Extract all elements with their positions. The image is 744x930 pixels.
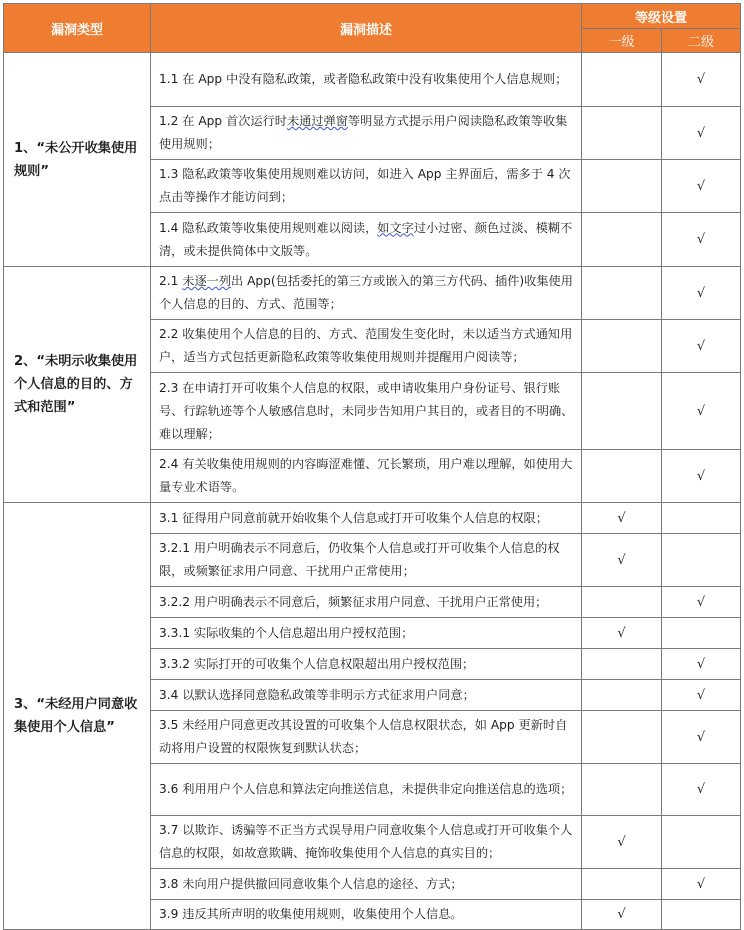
level-2-mark <box>662 900 741 930</box>
table-row <box>4 503 741 534</box>
level-2-mark: √ <box>662 373 741 450</box>
header-level-settings: 等级设置 <box>582 4 741 29</box>
description-cell: 3.2.1 用户明确表示不同意后，仍收集个人信息或打开可收集个人信息的权限，或频繁征求用户同意、干扰用户正常使用； <box>151 534 582 587</box>
level-1-mark <box>582 107 662 160</box>
level-2-mark <box>662 816 741 869</box>
description-cell: 2.1 未逐一列出 App(包括委托的第三方或嵌入的第三方代码、插件)收集使用个人信息的目的、方式、范围等； <box>151 267 582 320</box>
description-cell: 1.3 隐私政策等收集使用规则难以访问，如进入 App 主界面后，需多于 4 次点击等操作才能访问到； <box>151 160 582 213</box>
header-vuln-desc: 漏洞描述 <box>151 4 582 53</box>
level-1-mark <box>582 711 662 764</box>
level-1-mark <box>582 680 662 711</box>
category-cell: 3、“未经用户同意收集使用个人信息” <box>4 503 151 930</box>
level-1-mark <box>582 213 662 267</box>
level-1-mark <box>582 373 662 450</box>
description-cell: 3.8 未向用户提供撤回同意收集个人信息的途径、方式； <box>151 869 582 900</box>
level-2-mark: √ <box>662 869 741 900</box>
level-2-mark: √ <box>662 450 741 503</box>
description-cell: 1.4 隐私政策等收集使用规则难以阅读，如文字过小过密、颜色过淡、模糊不清，或未提供简体中文版等。 <box>151 213 582 267</box>
level-2-mark: √ <box>662 711 741 764</box>
level-2-mark: √ <box>662 649 741 680</box>
table-body <box>4 53 741 930</box>
description-cell: 1.2 在 App 首次运行时未通过弹窗等明显方式提示用户阅读隐私政策等收集使用规则； <box>151 107 582 160</box>
level-2-mark: √ <box>662 107 741 160</box>
table-row <box>4 53 741 107</box>
level-1-mark <box>582 320 662 373</box>
level-2-mark: √ <box>662 587 741 618</box>
level-1-mark: √ <box>582 534 662 587</box>
level-2-mark: √ <box>662 320 741 373</box>
table-row <box>4 267 741 320</box>
description-cell: 3.3.2 实际打开的可收集个人信息权限超出用户授权范围； <box>151 649 582 680</box>
level-1-mark <box>582 649 662 680</box>
level-1-mark: √ <box>582 503 662 534</box>
level-2-mark <box>662 618 741 649</box>
level-2-mark: √ <box>662 764 741 816</box>
level-2-mark: √ <box>662 680 741 711</box>
description-cell: 3.3.1 实际收集的个人信息超出用户授权范围； <box>151 618 582 649</box>
header-level-1: 一级 <box>582 29 662 53</box>
level-1-mark: √ <box>582 816 662 869</box>
category-cell: 1、“未公开收集使用规则” <box>4 53 151 267</box>
description-cell: 3.7 以欺诈、诱骗等不正当方式误导用户同意收集个人信息或打开可收集个人信息的权限，如故意欺瞒、掩饰收集使用个人信息的真实目的； <box>151 816 582 869</box>
level-2-mark: √ <box>662 160 741 213</box>
description-cell: 3.4 以默认选择同意隐私政策等非明示方式征求用户同意； <box>151 680 582 711</box>
level-2-mark: √ <box>662 267 741 320</box>
description-cell: 2.2 收集使用个人信息的目的、方式、范围发生变化时，未以适当方式通知用户，适当方式包括更新隐私政策等收集使用规则并提醒用户阅读等； <box>151 320 582 373</box>
vulnerability-level-table <box>3 3 741 930</box>
description-cell: 3.5 未经用户同意更改其设置的可收集个人信息权限状态，如 App 更新时自动将用户设置的权限恢复到默认状态； <box>151 711 582 764</box>
description-cell: 2.4 有关收集使用规则的内容晦涩难懂、冗长繁琐，用户难以理解，如使用大量专业术语等。 <box>151 450 582 503</box>
description-cell: 2.3 在申请打开可收集个人信息的权限，或申请收集用户身份证号、银行账号、行踪轨迹等个人敏感信息时，未同步告知用户其目的，或者目的不明确、难以理解； <box>151 373 582 450</box>
level-1-mark <box>582 764 662 816</box>
description-cell: 3.1 征得用户同意前就开始收集个人信息或打开可收集个人信息的权限； <box>151 503 582 534</box>
category-cell: 2、“未明示收集使用个人信息的目的、方式和范围” <box>4 267 151 503</box>
level-2-mark: √ <box>662 213 741 267</box>
level-1-mark: √ <box>582 900 662 930</box>
description-cell: 3.2.2 用户明确表示不同意后，频繁征求用户同意、干扰用户正常使用； <box>151 587 582 618</box>
level-1-mark: √ <box>582 618 662 649</box>
level-2-mark <box>662 503 741 534</box>
level-1-mark <box>582 587 662 618</box>
header-level-2: 二级 <box>662 29 741 53</box>
description-cell: 3.9 违反其所声明的收集使用规则，收集使用个人信息。 <box>151 900 582 930</box>
level-1-mark <box>582 267 662 320</box>
level-2-mark <box>662 534 741 587</box>
level-1-mark <box>582 450 662 503</box>
level-1-mark <box>582 869 662 900</box>
level-2-mark: √ <box>662 53 741 107</box>
header-vuln-type: 漏洞类型 <box>4 4 151 53</box>
level-1-mark <box>582 160 662 213</box>
description-cell: 3.6 利用用户个人信息和算法定向推送信息，未提供非定向推送信息的选项； <box>151 764 582 816</box>
description-cell: 1.1 在 App 中没有隐私政策，或者隐私政策中没有收集使用个人信息规则； <box>151 53 582 107</box>
level-1-mark <box>582 53 662 107</box>
